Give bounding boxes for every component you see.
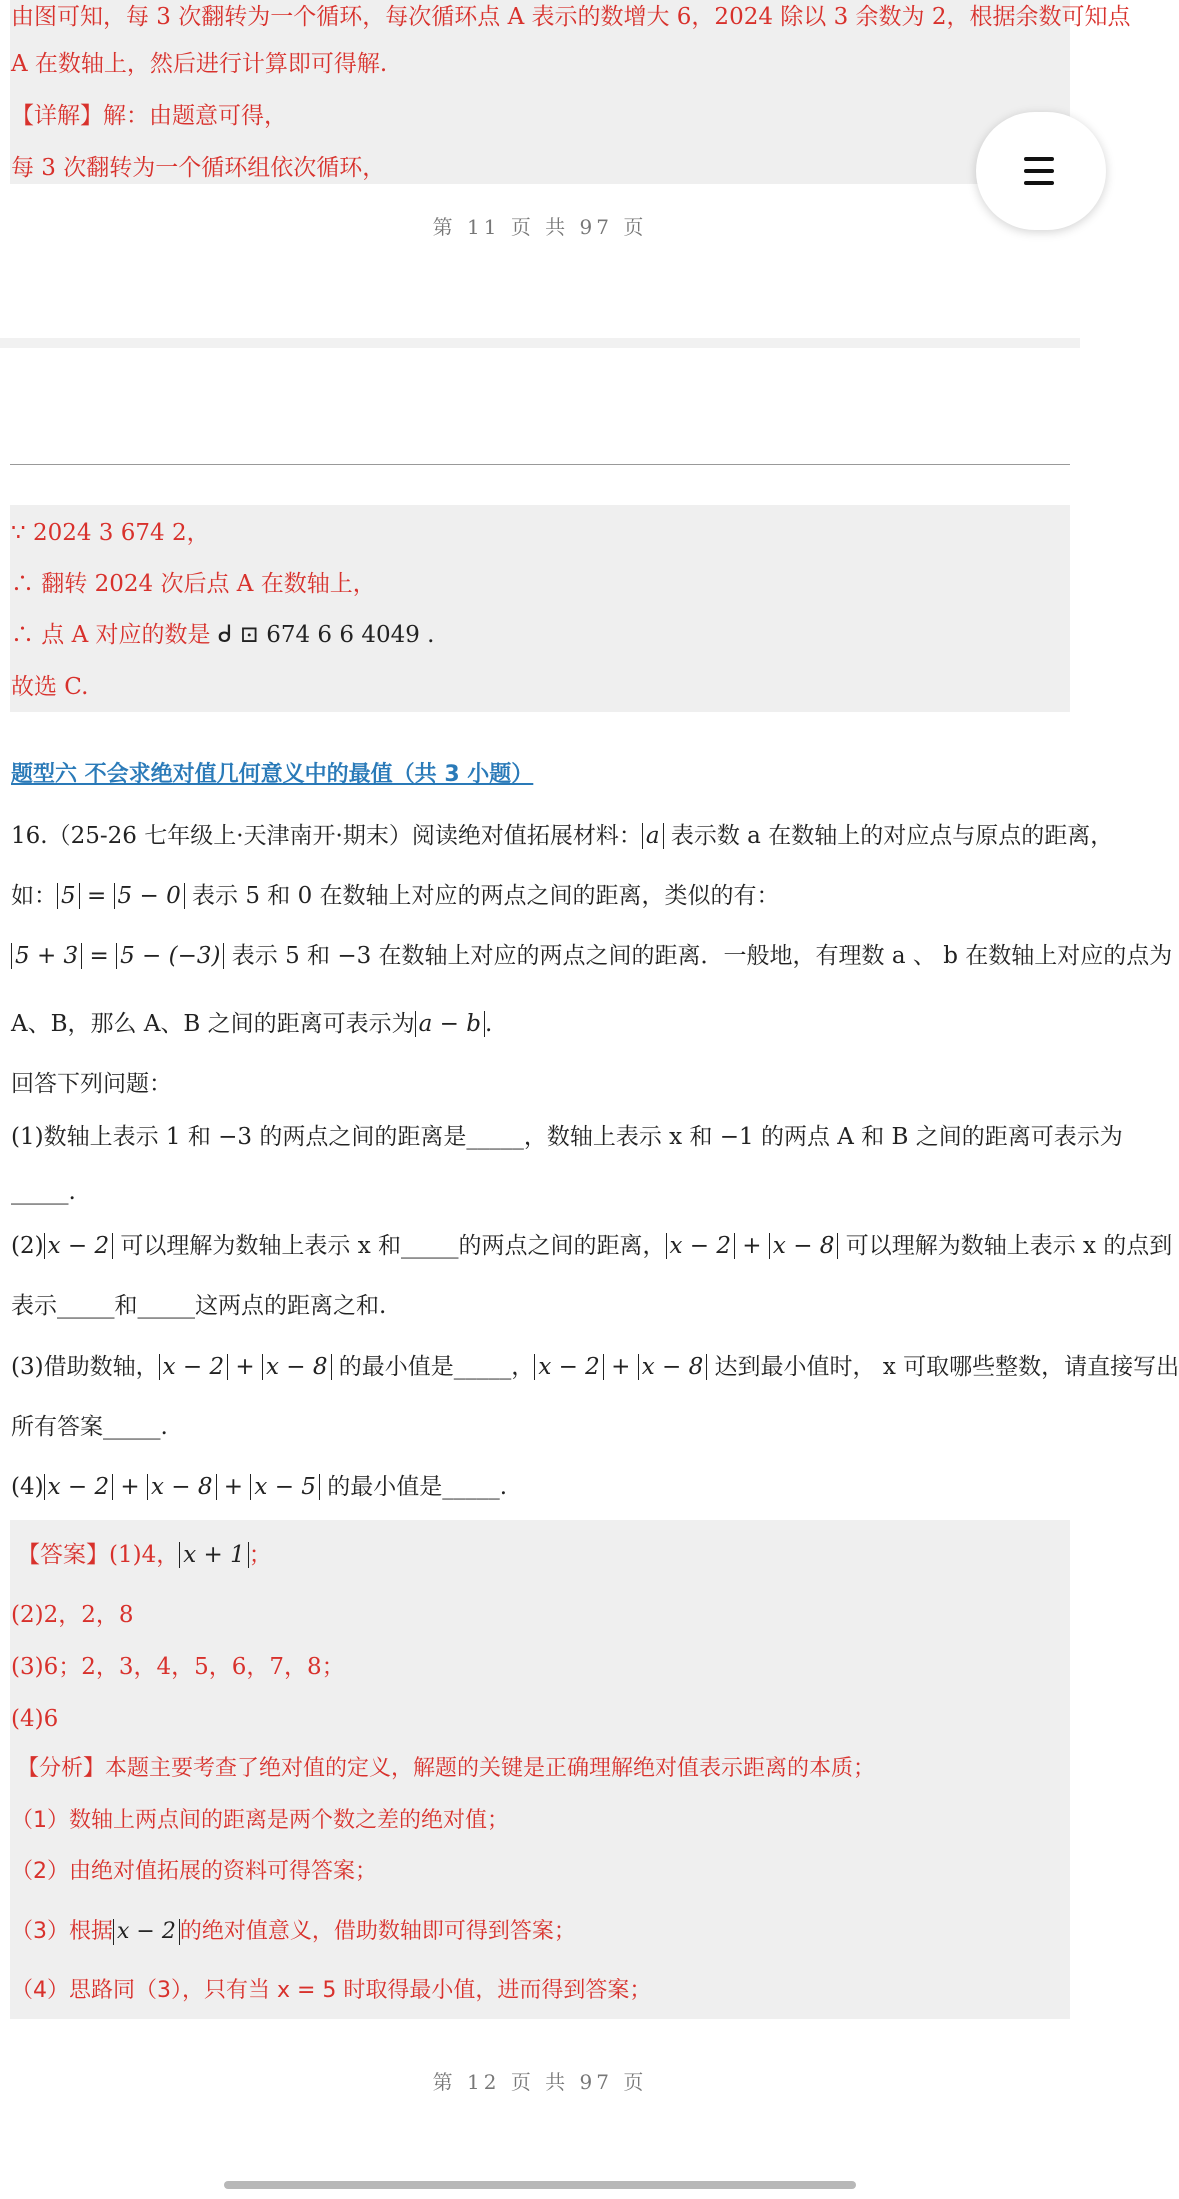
garbled-glyphs: ᑯ ⊡ bbox=[217, 622, 259, 648]
section-heading[interactable]: 题型六 不会求绝对值几何意义中的最值（共 3 小题） bbox=[11, 762, 534, 787]
solution-line: ∵ 2024 3 674 2， bbox=[11, 520, 210, 546]
question-number: (4) bbox=[11, 1474, 44, 1500]
floating-menu-button[interactable] bbox=[976, 112, 1106, 230]
problem-text: 的最小值是_____. bbox=[319, 1474, 508, 1500]
question-3 bbox=[11, 1352, 1179, 1382]
problem-text: 16.（25-26 七年级上·天津南开·期末）阅读绝对值拓展材料： bbox=[11, 823, 642, 849]
analysis-step: （1）数轴上两点间的距离是两个数之差的绝对值； bbox=[11, 1808, 509, 1833]
explanation-line: 由图可知，每 3 次翻转为一个循环，每次循环点 A 表示的数增大 6，2024 除以 3 余数为 2，根据余数可知点 bbox=[11, 4, 1131, 30]
solution-prefix: ∴ 点 A 对应的数是 bbox=[11, 622, 211, 648]
problem-text: 表示 5 和 0 在数轴上对应的两点之间的距离，类似的有： bbox=[184, 883, 780, 909]
question-1: (1)数轴上表示 1 和 −3 的两点之间的距离是_____，数轴上表示 x 和 −1 的两点 A 和 B 之间的距离可表示为 bbox=[11, 1124, 1123, 1150]
abs-expression: x − 2 bbox=[534, 1354, 604, 1380]
answer-line bbox=[17, 1540, 272, 1570]
plus-sign: + bbox=[113, 1474, 147, 1500]
question-1-blank: _____. bbox=[11, 1179, 76, 1205]
abs-expression: 5 + 3 bbox=[11, 943, 82, 969]
solution-line: ∴ 翻转 2024 次后点 A 在数轴上， bbox=[11, 571, 376, 597]
abs-expression: x − 2 bbox=[159, 1354, 229, 1380]
explanation-line: 每 3 次翻转为一个循环组依次循环， bbox=[11, 155, 386, 181]
question-number: (3)借助数轴， bbox=[11, 1354, 159, 1380]
solution-calc: 674 6 6 4049 . bbox=[266, 622, 435, 648]
question-2 bbox=[11, 1231, 1172, 1261]
question-3-cont: 所有答案_____. bbox=[11, 1414, 168, 1440]
problem-line bbox=[11, 941, 1172, 971]
abs-expression: x − 2 bbox=[113, 1919, 180, 1945]
problem-line bbox=[11, 881, 780, 911]
abs-expression: 5 − 0 bbox=[114, 883, 185, 909]
explanation-line: A 在数轴上，然后进行计算即可得解. bbox=[11, 51, 388, 77]
abs-expression: a − b bbox=[415, 1011, 485, 1037]
home-indicator[interactable] bbox=[224, 2181, 856, 2189]
problem-text: 可以理解为数轴上表示 x 的点到 bbox=[838, 1233, 1173, 1259]
equals-sign: = bbox=[82, 943, 117, 969]
analysis-step bbox=[11, 1917, 576, 1947]
hamburger-menu-icon bbox=[1024, 169, 1054, 173]
plus-sign: + bbox=[735, 1233, 769, 1259]
problem-text: A、B，那么 A、B 之间的距离可表示为 bbox=[11, 1011, 415, 1037]
abs-expression: x − 2 bbox=[666, 1233, 736, 1259]
page-separator bbox=[0, 338, 1080, 348]
analysis-text: （3）根据 bbox=[11, 1919, 113, 1944]
problem-text: 表示数 a 在数轴上的对应点与原点的距离， bbox=[663, 823, 1114, 849]
analysis-line: 【分析】本题主要考查了绝对值的定义，解题的关键是正确理解绝对值表示距离的本质； bbox=[17, 1756, 876, 1781]
problem-text: 达到最小值时， x 可取哪些整数，请直接写出 bbox=[707, 1354, 1179, 1380]
analysis-step: （4）思路同（3），只有当 x = 5 时取得最小值，进而得到答案； bbox=[11, 1978, 652, 2003]
abs-expression: x − 8 bbox=[638, 1354, 708, 1380]
problem-text: 可以理解为数轴上表示 x 和_____的两点之间的距离， bbox=[113, 1233, 666, 1259]
problem-text: 表示 5 和 −3 在数轴上对应的两点之间的距离．一般地，有理数 a 、 b 在数轴上对应的点为 bbox=[224, 943, 1173, 969]
problem-text: 的最小值是_____， bbox=[331, 1354, 535, 1380]
choice-line: 故选 C. bbox=[11, 674, 89, 700]
abs-expression: x − 8 bbox=[147, 1474, 217, 1500]
question-2-cont: 表示_____和_____这两点的距离之和. bbox=[11, 1293, 387, 1319]
problem-text: . bbox=[485, 1011, 493, 1037]
abs-expression: x − 8 bbox=[262, 1354, 332, 1380]
plus-sign: + bbox=[228, 1354, 262, 1380]
page-footer: 第 12 页 共 97 页 bbox=[432, 2070, 648, 2094]
answer-label: 【答案】(1)4， bbox=[17, 1542, 180, 1568]
abs-expression: 5 − (−3) bbox=[116, 943, 224, 969]
answer-text: ； bbox=[248, 1542, 272, 1568]
analysis-text: 的绝对值意义，借助数轴即可得到答案； bbox=[179, 1919, 576, 1944]
answer-line: (2)2，2，8 bbox=[11, 1602, 134, 1628]
plus-sign: + bbox=[603, 1354, 638, 1380]
abs-expression: x − 2 bbox=[44, 1474, 114, 1500]
hamburger-menu-icon bbox=[1024, 157, 1054, 161]
problem-line bbox=[11, 821, 1113, 851]
answer-line: (3)6；2，3，4，5，6，7，8； bbox=[11, 1654, 345, 1680]
page-footer: 第 11 页 共 97 页 bbox=[432, 215, 648, 239]
header-rule bbox=[10, 464, 1070, 465]
problem-line bbox=[11, 1009, 492, 1039]
detail-heading: 【详解】解：由题意可得， bbox=[11, 103, 287, 129]
abs-expression: x − 5 bbox=[250, 1474, 320, 1500]
solution-line bbox=[11, 620, 434, 650]
question-4 bbox=[11, 1472, 507, 1502]
plus-sign: + bbox=[216, 1474, 251, 1500]
abs-expression: a bbox=[642, 823, 664, 849]
analysis-step: （2）由绝对值拓展的资料可得答案； bbox=[11, 1859, 377, 1884]
problem-line: 回答下列问题： bbox=[11, 1071, 172, 1097]
answer-line: (4)6 bbox=[11, 1706, 59, 1732]
abs-expression: x + 1 bbox=[179, 1542, 249, 1568]
abs-expression: x − 2 bbox=[44, 1233, 114, 1259]
equals-sign: = bbox=[79, 883, 114, 909]
question-number: (2) bbox=[11, 1233, 44, 1259]
abs-expression: 5 bbox=[57, 883, 80, 909]
abs-expression: x − 8 bbox=[769, 1233, 839, 1259]
problem-text: 如： bbox=[11, 883, 57, 909]
hamburger-menu-icon bbox=[1024, 181, 1054, 185]
